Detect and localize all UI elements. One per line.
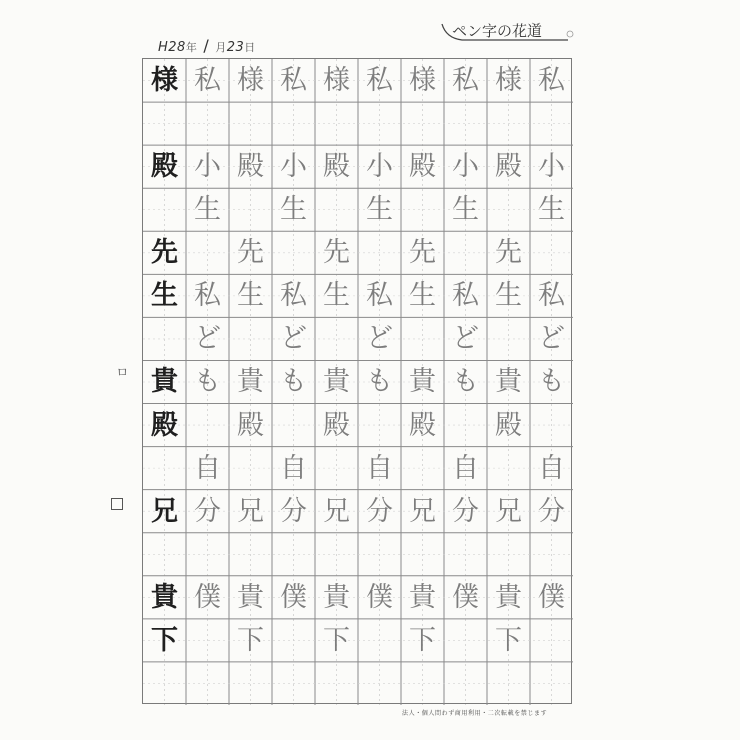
empty-practice-cell [143, 662, 186, 705]
practice-character: 僕 [538, 581, 565, 613]
empty-practice-cell [401, 102, 444, 145]
practice-character: 生 [495, 280, 522, 312]
empty-practice-cell [487, 188, 530, 231]
practice-character: 兄 [495, 495, 522, 527]
worksheet-date [158, 36, 256, 55]
practice-grid [142, 58, 572, 704]
practice-character: 私 [452, 65, 479, 97]
practice-character: 生 [280, 194, 307, 226]
practice-character: 僕 [194, 581, 221, 613]
practice-character: 私 [366, 280, 393, 312]
date-year-label: 年 [185, 41, 198, 54]
copyright-notice: 法人・個人問わず商用利用・二次転載を禁じます [402, 710, 548, 717]
practice-character: 先 [237, 237, 264, 269]
practice-character: 貴 [323, 581, 350, 613]
empty-practice-cell [530, 231, 573, 274]
empty-practice-cell [143, 102, 186, 145]
empty-practice-cell [401, 188, 444, 231]
empty-practice-cell [358, 231, 401, 274]
practice-character: も [538, 366, 565, 398]
practice-character: 小 [538, 151, 565, 183]
date-day-label: 日 [244, 41, 256, 54]
empty-practice-cell [358, 662, 401, 705]
empty-practice-cell [186, 662, 229, 705]
practice-character: 自 [452, 452, 479, 484]
practice-character: 下 [495, 624, 522, 656]
empty-practice-cell [530, 404, 573, 447]
date-era: H28 [158, 40, 186, 55]
empty-practice-cell [401, 533, 444, 576]
practice-character: 兄 [237, 495, 264, 527]
practice-character: 貴 [409, 581, 436, 613]
practice-character: 自 [366, 452, 393, 484]
practice-character: 兄 [409, 495, 436, 527]
practice-character: 殿 [495, 409, 522, 441]
practice-character: 生 [409, 280, 436, 312]
practice-character: 小 [194, 151, 221, 183]
empty-practice-cell [143, 447, 186, 490]
practice-character: 貴 [151, 366, 178, 398]
empty-practice-cell [186, 102, 229, 145]
empty-practice-cell [272, 533, 315, 576]
empty-practice-cell [487, 447, 530, 490]
practice-character: 殿 [237, 409, 264, 441]
practice-character: 殿 [151, 151, 178, 183]
practice-character: 僕 [452, 581, 479, 613]
empty-practice-cell [487, 662, 530, 705]
practice-character: 貴 [323, 366, 350, 398]
practice-character: も [280, 366, 307, 398]
empty-practice-cell [186, 404, 229, 447]
empty-practice-cell [229, 317, 272, 360]
practice-character: も [366, 366, 393, 398]
practice-character: 小 [452, 151, 479, 183]
empty-practice-cell [358, 619, 401, 662]
practice-character: 私 [538, 280, 565, 312]
empty-practice-cell [186, 231, 229, 274]
empty-practice-cell [315, 188, 358, 231]
practice-character: 貴 [237, 366, 264, 398]
practice-character: 先 [409, 237, 436, 269]
empty-practice-cell [401, 662, 444, 705]
practice-character: 小 [366, 151, 393, 183]
practice-character: 下 [237, 624, 264, 656]
practice-character: 殿 [237, 151, 264, 183]
empty-practice-cell [315, 662, 358, 705]
practice-character: 生 [237, 280, 264, 312]
practice-character: 貴 [237, 581, 264, 613]
empty-practice-cell [444, 619, 487, 662]
practice-character: 下 [151, 624, 178, 656]
brand-logo [440, 20, 580, 44]
practice-character: 先 [151, 237, 178, 269]
empty-practice-cell [401, 317, 444, 360]
practice-character: 僕 [366, 581, 393, 613]
practice-character: 様 [495, 65, 522, 97]
empty-practice-cell [272, 231, 315, 274]
date-month: / [203, 36, 210, 55]
practice-character: 様 [151, 65, 178, 97]
practice-character: 分 [366, 495, 393, 527]
practice-character: 自 [538, 452, 565, 484]
practice-character: 生 [452, 194, 479, 226]
practice-character: 自 [194, 452, 221, 484]
empty-practice-cell [143, 317, 186, 360]
empty-practice-cell [229, 662, 272, 705]
margin-box-mark [111, 498, 123, 510]
empty-practice-cell [487, 533, 530, 576]
practice-character: 先 [323, 237, 350, 269]
practice-character: 殿 [151, 409, 178, 441]
practice-character: 貴 [495, 581, 522, 613]
practice-character: 下 [323, 624, 350, 656]
practice-character: 私 [280, 280, 307, 312]
practice-character: ど [280, 323, 307, 355]
empty-practice-cell [315, 102, 358, 145]
practice-character: 私 [538, 65, 565, 97]
empty-practice-cell [444, 404, 487, 447]
empty-practice-cell [229, 102, 272, 145]
practice-character: 生 [366, 194, 393, 226]
practice-character: 生 [323, 280, 350, 312]
empty-practice-cell [530, 619, 573, 662]
margin-mark: ㅁ [116, 366, 129, 381]
empty-practice-cell [272, 102, 315, 145]
practice-character: 私 [366, 65, 393, 97]
practice-character: 私 [194, 280, 221, 312]
practice-character: も [452, 366, 479, 398]
empty-practice-cell [186, 619, 229, 662]
empty-practice-cell [272, 662, 315, 705]
empty-practice-cell [530, 533, 573, 576]
practice-character: 分 [280, 495, 307, 527]
empty-practice-cell [444, 533, 487, 576]
empty-practice-cell [444, 102, 487, 145]
practice-character: 貴 [151, 581, 178, 613]
practice-character: 様 [409, 65, 436, 97]
empty-practice-cell [229, 447, 272, 490]
practice-character: 生 [194, 194, 221, 226]
practice-character: ど [366, 323, 393, 355]
practice-character: 自 [280, 452, 307, 484]
practice-character: も [194, 366, 221, 398]
empty-practice-cell [487, 102, 530, 145]
empty-practice-cell [315, 447, 358, 490]
practice-character: ど [452, 323, 479, 355]
empty-practice-cell [229, 533, 272, 576]
practice-character: 殿 [323, 151, 350, 183]
practice-character: 貴 [409, 366, 436, 398]
practice-character: 貴 [495, 366, 522, 398]
practice-character: 兄 [151, 495, 178, 527]
empty-practice-cell [444, 231, 487, 274]
practice-character: ど [538, 323, 565, 355]
empty-practice-cell [401, 447, 444, 490]
empty-practice-cell [143, 533, 186, 576]
practice-character: 分 [452, 495, 479, 527]
practice-character: 兄 [323, 495, 350, 527]
practice-character: 殿 [323, 409, 350, 441]
date-day: 23 [226, 40, 245, 55]
empty-practice-cell [143, 188, 186, 231]
practice-character: 私 [280, 65, 307, 97]
date-month-label: 月 [215, 41, 227, 54]
empty-practice-cell [487, 317, 530, 360]
practice-character: 生 [538, 194, 565, 226]
practice-character: 分 [538, 495, 565, 527]
empty-practice-cell [530, 102, 573, 145]
empty-practice-cell [358, 404, 401, 447]
empty-practice-cell [315, 533, 358, 576]
brand-name: ペン字の花道 [452, 22, 543, 40]
empty-practice-cell [229, 188, 272, 231]
practice-character: 先 [495, 237, 522, 269]
practice-character: 殿 [495, 151, 522, 183]
empty-practice-cell [272, 404, 315, 447]
empty-practice-cell [444, 662, 487, 705]
practice-character: 下 [409, 624, 436, 656]
practice-character: 小 [280, 151, 307, 183]
practice-character: ど [194, 323, 221, 355]
practice-character: 様 [237, 65, 264, 97]
practice-character: 僕 [280, 581, 307, 613]
empty-practice-cell [315, 317, 358, 360]
empty-practice-cell [186, 533, 229, 576]
practice-character: 殿 [409, 409, 436, 441]
empty-practice-cell [272, 619, 315, 662]
empty-practice-cell [530, 662, 573, 705]
practice-character: 分 [194, 495, 221, 527]
empty-practice-cell [358, 533, 401, 576]
practice-character: 私 [194, 65, 221, 97]
empty-practice-cell [358, 102, 401, 145]
practice-character: 殿 [409, 151, 436, 183]
practice-character: 様 [323, 65, 350, 97]
practice-character: 生 [151, 280, 178, 312]
practice-character: 私 [452, 280, 479, 312]
